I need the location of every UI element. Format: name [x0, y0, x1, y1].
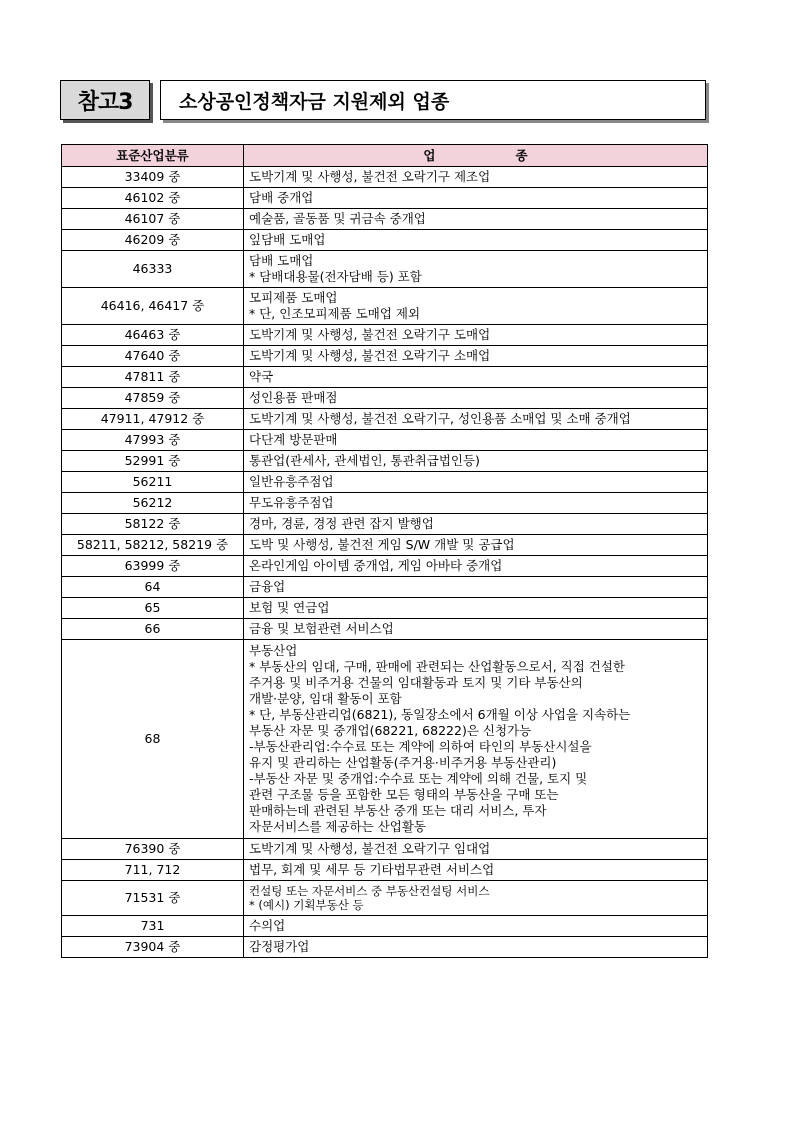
industry-description-cell: 보험 및 연금업 [244, 598, 708, 619]
industry-description-cell: 도박기계 및 사행성, 불건전 오락기구 도매업 [244, 325, 708, 346]
industry-code-cell: 731 [62, 916, 244, 937]
table-row [62, 916, 708, 937]
table-row [62, 188, 708, 209]
table-row [62, 577, 708, 598]
industry-description-cell: 감정평가업 [244, 937, 708, 958]
table-row [62, 409, 708, 430]
industry-description-cell: 무도유흥주점업 [244, 493, 708, 514]
table-row [62, 325, 708, 346]
reference-badge: 참고3 [60, 80, 150, 120]
table-row [62, 514, 708, 535]
industry-code-cell: 46463 중 [62, 325, 244, 346]
industry-code-cell: 46102 중 [62, 188, 244, 209]
table-body [62, 167, 708, 958]
column-header-industry [244, 145, 708, 167]
table-row [62, 839, 708, 860]
industry-code-cell: 46333 [62, 251, 244, 288]
industry-description-cell: 성인용품 판매점 [244, 388, 708, 409]
industry-code-cell: 33409 중 [62, 167, 244, 188]
industry-description-cell: 도박기계 및 사행성, 불건전 오락기구 임대업 [244, 839, 708, 860]
industry-code-cell: 66 [62, 619, 244, 640]
table-row [62, 535, 708, 556]
industry-code-cell: 71531 중 [62, 881, 244, 916]
table-row [62, 388, 708, 409]
industry-description-cell: 다단계 방문판매 [244, 430, 708, 451]
industry-description-cell: 법무, 회계 및 세무 등 기타법무관련 서비스업 [244, 860, 708, 881]
industry-description-cell: 담배 중개업 [244, 188, 708, 209]
industry-code-cell: 58211, 58212, 58219 중 [62, 535, 244, 556]
industry-code-cell: 47993 중 [62, 430, 244, 451]
industry-code-cell: 47811 중 [62, 367, 244, 388]
industry-code-cell: 68 [62, 640, 244, 839]
excluded-industries-table [61, 144, 708, 958]
page-header [60, 80, 708, 122]
industry-description-cell: 금융업 [244, 577, 708, 598]
table-row [62, 881, 708, 916]
table-row [62, 346, 708, 367]
table-row [62, 556, 708, 577]
industry-description-cell: 경마, 경륜, 경정 관련 잡지 발행업 [244, 514, 708, 535]
column-header-code: 표준산업분류 [62, 145, 244, 167]
industry-description-cell: 모피제품 도매업 * 단, 인조모피제품 도매업 제외 [244, 288, 708, 325]
industry-description-cell: 도박기계 및 사행성, 불건전 오락기구 제조업 [244, 167, 708, 188]
industry-description-cell: 온라인게임 아이템 중개업, 게임 아바타 중개업 [244, 556, 708, 577]
industry-code-cell: 47859 중 [62, 388, 244, 409]
table-row [62, 251, 708, 288]
industry-code-cell: 56212 [62, 493, 244, 514]
table-row [62, 860, 708, 881]
industry-description-cell: 일반유흥주점업 [244, 472, 708, 493]
table-row [62, 598, 708, 619]
industry-description-cell: 예술품, 골동품 및 귀금속 중개업 [244, 209, 708, 230]
industry-code-cell: 46107 중 [62, 209, 244, 230]
industry-description-cell: 담배 도매업 * 담배대용물(전자담배 등) 포함 [244, 251, 708, 288]
page-title: 소상공인정책자금 지원제외 업종 [160, 80, 706, 120]
table-row [62, 640, 708, 839]
industry-code-cell: 52991 중 [62, 451, 244, 472]
industry-code-cell: 73904 중 [62, 937, 244, 958]
industry-code-cell: 64 [62, 577, 244, 598]
industry-code-cell: 63999 중 [62, 556, 244, 577]
column-header-industry-part1: 업 [423, 147, 436, 163]
industry-description-cell: 도박 및 사행성, 불건전 게임 S/W 개발 및 공급업 [244, 535, 708, 556]
table-row [62, 937, 708, 958]
table-row [62, 430, 708, 451]
industry-description-cell: 통관업(관세사, 관세법인, 통관취급법인등) [244, 451, 708, 472]
industry-code-cell: 47640 중 [62, 346, 244, 367]
table-row [62, 209, 708, 230]
industry-description-cell: 금융 및 보험관련 서비스업 [244, 619, 708, 640]
table-header-row [62, 145, 708, 167]
table-row [62, 619, 708, 640]
table-row [62, 451, 708, 472]
table-row [62, 167, 708, 188]
table-row [62, 472, 708, 493]
industry-description-cell: 도박기계 및 사행성, 불건전 오락기구 소매업 [244, 346, 708, 367]
industry-description-cell: 부동산업 * 부동산의 임대, 구매, 판매에 관련되는 산업활동으로서, 직접 건설한 주거용 및 비주거용 건물의 임대활동과 토지 및 기타 부동산의 개발·분양, 임대 활동이 포함 * 단, 부동산관리업(6821), 동일장소에서 6개월 이상 사업을 지속하는 부동산 자문 및 중개업(68221, 68222)은 신청가능 -부동산관리업:수수료 또는 계약에 의하여 타인의 부동산시설을 유지 및 관리하는 산업활동(주거용·비주거용 부동산관리) -부동산 자문 및 중개업:수수료 또는 계약에 의해 건물, 토지 및 관련 구조물 등을 포함한 모든 형태의 부동산을 구매 또는 판매하는데 관련된 부동산 중개 또는 대리 서비스, 투자 자문서비스를 제공하는 산업활동 [244, 640, 708, 839]
industry-code-cell: 76390 중 [62, 839, 244, 860]
table-row [62, 493, 708, 514]
industry-description-cell: 수의업 [244, 916, 708, 937]
industry-description-cell: 잎담배 도매업 [244, 230, 708, 251]
industry-code-cell: 46416, 46417 중 [62, 288, 244, 325]
table-row [62, 230, 708, 251]
industry-code-cell: 47911, 47912 중 [62, 409, 244, 430]
industry-code-cell: 56211 [62, 472, 244, 493]
industry-code-cell: 711, 712 [62, 860, 244, 881]
industry-description-cell: 컨설팅 또는 자문서비스 중 부동산컨설팅 서비스 * (예시) 기획부동산 등 [244, 881, 708, 916]
industry-code-cell: 65 [62, 598, 244, 619]
table-row [62, 288, 708, 325]
industry-code-cell: 46209 중 [62, 230, 244, 251]
industry-code-cell: 58122 중 [62, 514, 244, 535]
industry-description-cell: 약국 [244, 367, 708, 388]
table-row [62, 367, 708, 388]
column-header-industry-part2: 종 [515, 147, 528, 163]
industry-description-cell: 도박기계 및 사행성, 불건전 오락기구, 성인용품 소매업 및 소매 중개업 [244, 409, 708, 430]
